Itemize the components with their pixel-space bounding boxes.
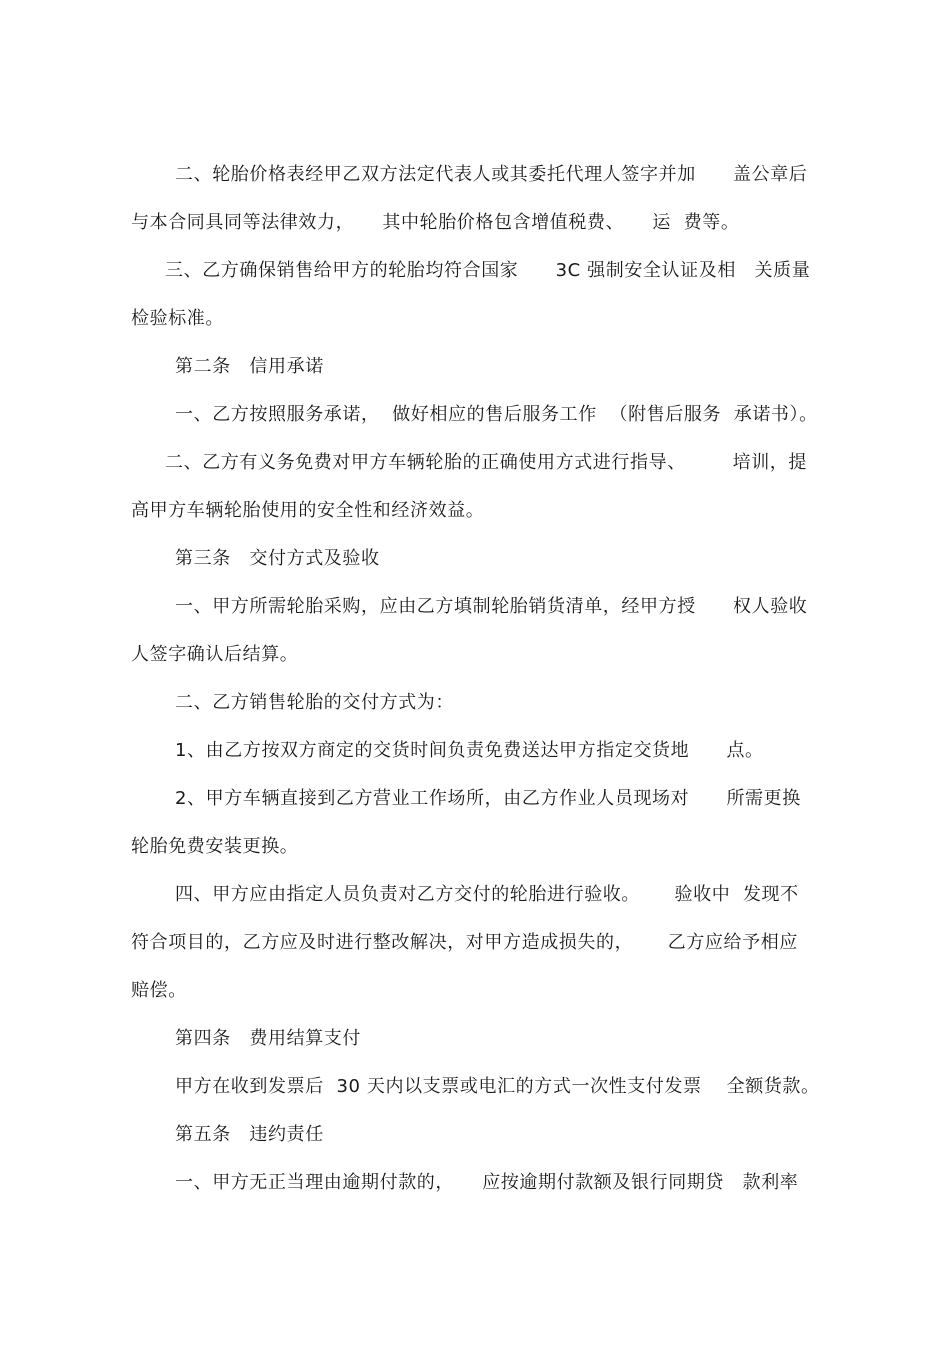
- section-heading: 第四条 费用结算支付: [175, 1028, 361, 1049]
- paragraph-line: 赔偿。: [131, 980, 187, 1001]
- section-heading: 第二条 信用承诺: [175, 356, 324, 377]
- paragraph-line: 四、甲方应由指定人员负责对乙方交付的轮胎进行验收。 验收中 发现不: [175, 884, 799, 905]
- paragraph-line: 与本合同具同等法律效力， 其中轮胎价格包含增值税费、 运 费等。: [131, 212, 740, 233]
- paragraph-line: 人签字确认后结算。: [131, 644, 299, 665]
- paragraph-line: 三、乙方确保销售给甲方的轮胎均符合国家 3C 强制安全认证及相 关质量: [165, 260, 811, 281]
- section-heading: 第三条 交付方式及验收: [175, 548, 380, 569]
- section-heading: 第五条 违约责任: [175, 1124, 324, 1145]
- paragraph-line: 高甲方车辆轮胎使用的安全性和经济效益。: [131, 500, 485, 521]
- paragraph-line: 二、乙方有义务免费对甲方车辆轮胎的正确使用方式进行指导、 培训，提: [165, 452, 807, 473]
- paragraph-line: 一、甲方无正当理由逾期付款的， 应按逾期付款额及银行同期贷 款利率: [175, 1172, 799, 1193]
- paragraph-line: 2、甲方车辆直接到乙方营业工作场所，由乙方作业人员现场对 所需更换: [175, 788, 801, 809]
- paragraph-line: 一、甲方所需轮胎采购，应由乙方填制轮胎销货清单，经甲方授 权人验收: [175, 596, 808, 617]
- paragraph-line: 符合项目的，乙方应及时进行整改解决，对甲方造成损失的， 乙方应给予相应: [131, 932, 798, 953]
- paragraph-line: 甲方在收到发票后 30 天内以支票或电汇的方式一次性支付发票 全额货款。: [175, 1076, 820, 1097]
- paragraph-line: 一、乙方按照服务承诺， 做好相应的售后服务工作 （附售后服务 承诺书）。: [175, 404, 818, 425]
- paragraph-line: 轮胎免费安装更换。: [131, 836, 299, 857]
- paragraph-line: 二、乙方销售轮胎的交付方式为：: [175, 692, 454, 713]
- paragraph-line: 1、由乙方按双方商定的交货时间负责免费送达甲方指定交货地 点。: [175, 740, 764, 761]
- paragraph-line: 二、轮胎价格表经甲乙双方法定代表人或其委托代理人签字并加 盖公章后: [175, 164, 808, 185]
- paragraph-line: 检验标准。: [131, 308, 224, 329]
